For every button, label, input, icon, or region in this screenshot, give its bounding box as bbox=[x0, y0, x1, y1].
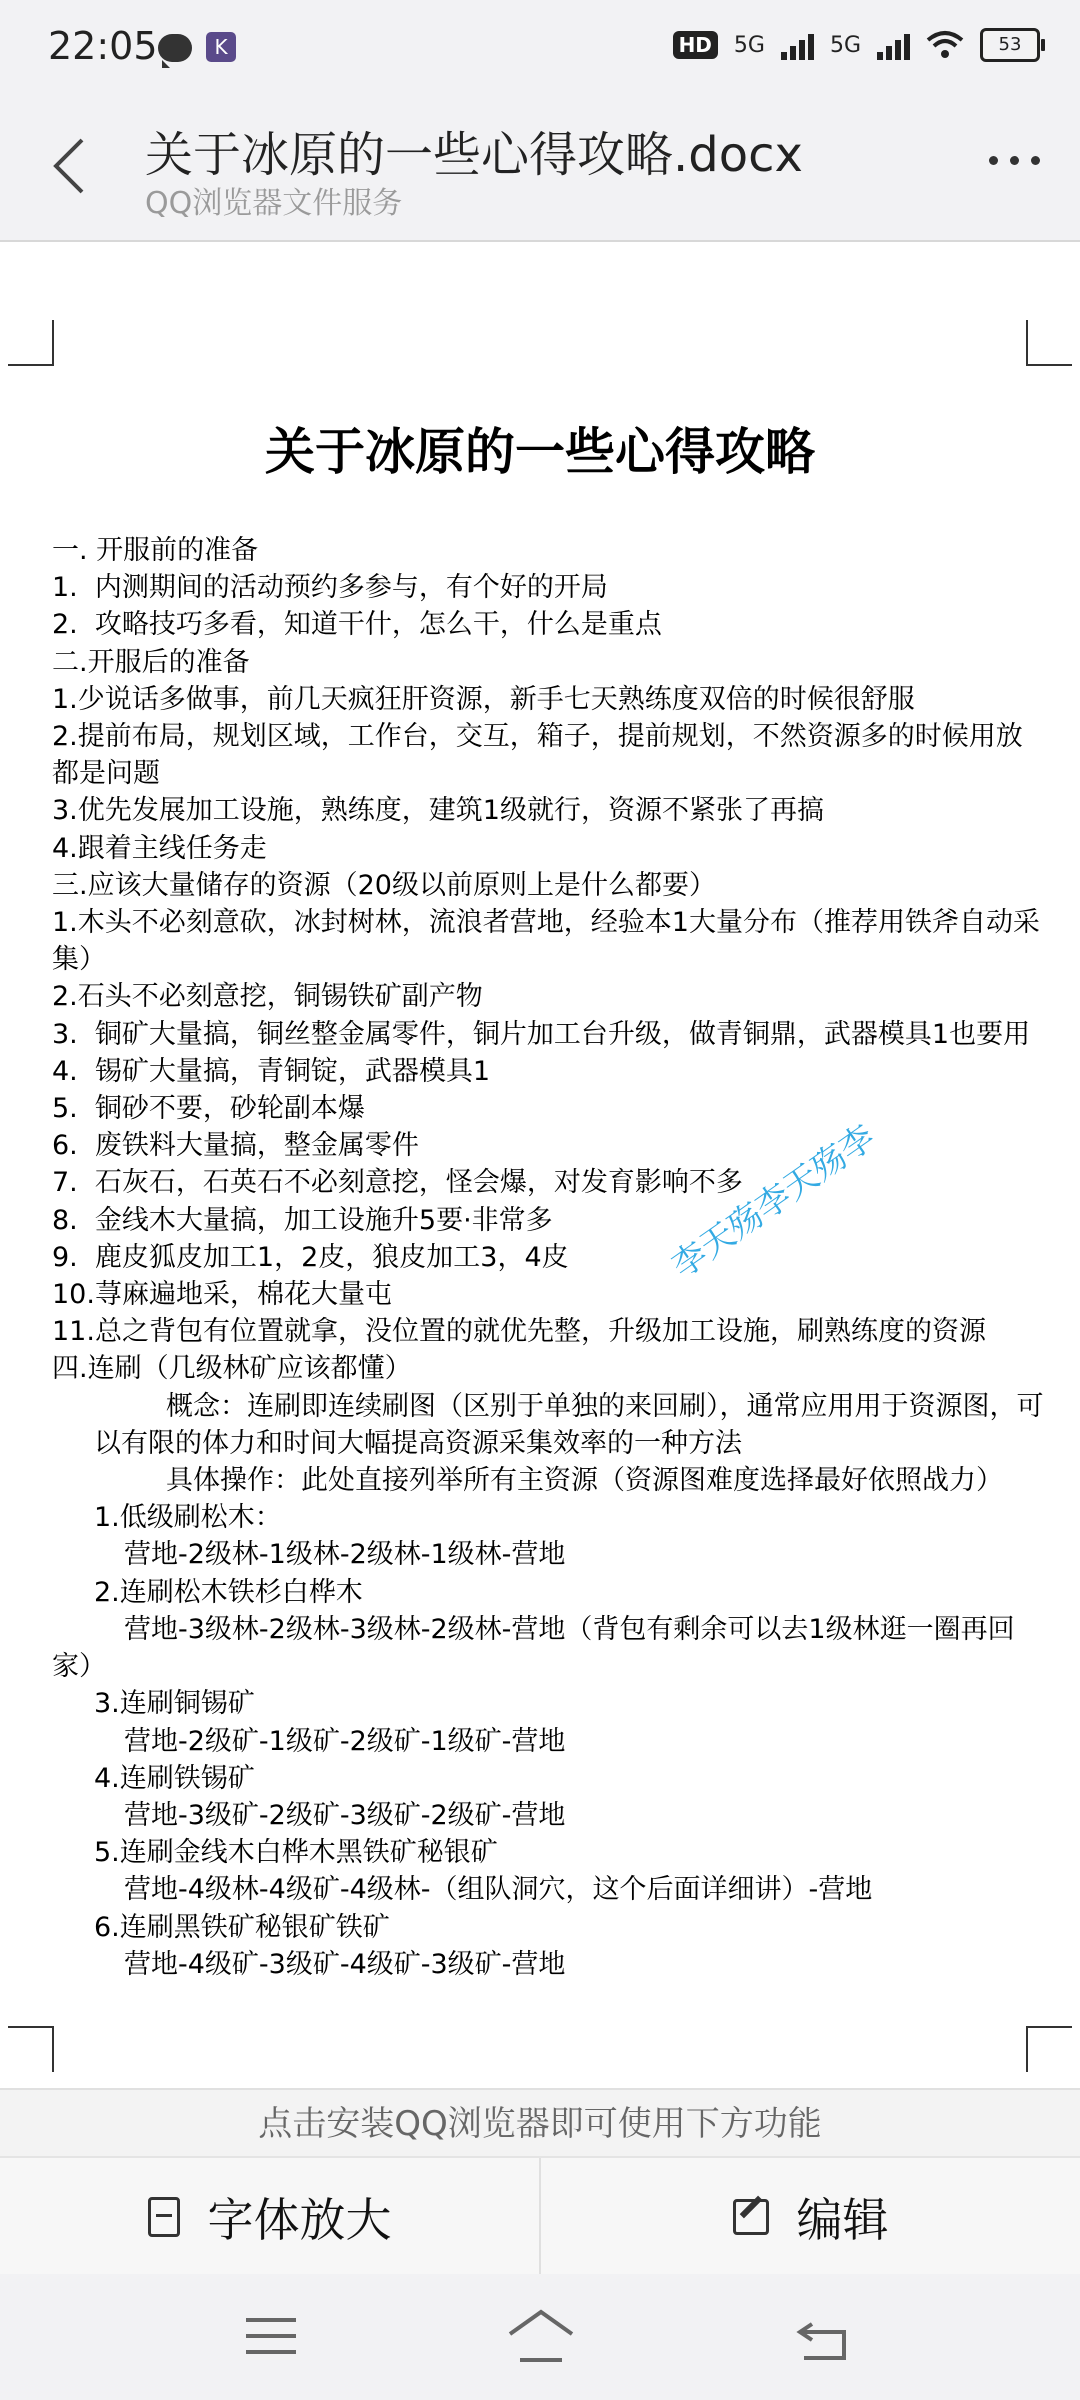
doc-line: 营地-2级矿-1级矿-2级矿-1级矿-营地 bbox=[124, 1725, 566, 1757]
font-size-icon bbox=[148, 2197, 180, 2237]
doc-line: 5.连刷金线木白桦木黑铁矿秘银矿 bbox=[94, 1837, 498, 1869]
doc-line: 10.荨麻遍地采，棉花大量屯 bbox=[52, 1279, 392, 1311]
page-corner-mark bbox=[8, 320, 54, 366]
page-corner-mark bbox=[8, 2026, 54, 2072]
doc-line: 4.跟着主线任务走 bbox=[52, 832, 267, 864]
status-time: 22:05 bbox=[48, 24, 158, 68]
doc-line: 概念：连刷即连续刷图（区别于单独的来回刷），通常应用用于资源图，可以有限的体力和时间大幅提高资源采集效率的一种方法 bbox=[94, 1390, 1044, 1459]
doc-line: 3. 铜矿大量搞，铜丝整金属零件，铜片加工台升级，做青铜鼎，武器模具1也要用 bbox=[52, 1018, 1031, 1050]
page-title: 关于冰原的一些心得攻略.docx bbox=[145, 127, 803, 183]
signal-icon bbox=[781, 30, 814, 60]
doc-line: 2. 攻略技巧多看，知道干什，怎么干，什么是重点 bbox=[52, 609, 662, 641]
doc-line: 5. 铜砂不要，砂轮副本爆 bbox=[52, 1093, 365, 1125]
net-label-1: 5G bbox=[733, 32, 765, 58]
document-body bbox=[52, 532, 1048, 1983]
page-corner-mark bbox=[1026, 320, 1072, 366]
doc-line: 1.木头不必刻意砍，冰封树林，流浪者营地，经验本1大量分布（推荐用铁斧自动采集） bbox=[52, 907, 1040, 976]
status-bar bbox=[0, 0, 1080, 96]
doc-line: 6.连刷黑铁矿秘银矿铁矿 bbox=[94, 1911, 390, 1943]
doc-line: 11.总之背包有位置就拿，没位置的就优先整，升级加工设施，刷熟练度的资源 bbox=[52, 1316, 986, 1348]
wifi-icon bbox=[926, 30, 964, 60]
doc-line: 2.连刷松木铁杉白桦木 bbox=[94, 1576, 363, 1608]
doc-line: 7. 石灰石，石英石不必刻意挖，怪会爆，对发育影响不多 bbox=[52, 1167, 743, 1199]
net-label-2: 5G bbox=[829, 32, 861, 58]
font-enlarge-button[interactable] bbox=[0, 2158, 539, 2276]
doc-line: 营地-3级矿-2级矿-3级矿-2级矿-营地 bbox=[124, 1799, 566, 1831]
more-dots-icon[interactable] bbox=[989, 156, 1040, 165]
watermark: 李天殇李天殇李 bbox=[664, 1117, 883, 1287]
doc-line: 二.开服后的准备 bbox=[52, 646, 250, 678]
menu-icon[interactable] bbox=[246, 2318, 296, 2366]
doc-line: 具体操作：此处直接列举所有主资源（资源图难度选择最好依照战力） bbox=[166, 1465, 1003, 1497]
app-icon: K bbox=[206, 32, 236, 62]
doc-line: 2.石头不必刻意挖，铜锡铁矿副产物 bbox=[52, 981, 483, 1013]
bottom-toolbar bbox=[0, 2156, 1080, 2276]
app-header bbox=[0, 96, 1080, 242]
doc-line: 1. 内测期间的活动预约多参与，有个好的开局 bbox=[52, 572, 608, 604]
document-view[interactable] bbox=[0, 242, 1080, 2090]
doc-line: 3.优先发展加工设施，熟练度，建筑1级就行，资源不紧张了再搞 bbox=[52, 795, 824, 827]
page-corner-mark bbox=[1026, 2026, 1072, 2072]
signal-icon-2 bbox=[877, 30, 910, 60]
doc-line: 三.应该大量储存的资源（20级以前原则上是什么都要） bbox=[52, 869, 716, 901]
doc-line: 4. 锡矿大量搞，青铜锭，武器模具1 bbox=[52, 1055, 491, 1087]
doc-line: 4.连刷铁锡矿 bbox=[94, 1762, 255, 1794]
doc-line: 2.提前布局，规划区域，工作台，交互，箱子，提前规划，不然资源多的时候用放都是问题 bbox=[52, 721, 1023, 790]
install-promo[interactable]: 点击安装QQ浏览器即可使用下方功能 bbox=[0, 2088, 1080, 2158]
chat-icon bbox=[158, 34, 192, 62]
doc-line: 营地-2级林-1级林-2级林-1级林-营地 bbox=[124, 1539, 566, 1571]
edit-label: 编辑 bbox=[796, 2193, 889, 2247]
home-icon[interactable] bbox=[506, 2308, 576, 2368]
doc-line: 9. 鹿皮狐皮加工1，2皮，狼皮加工3，4皮 bbox=[52, 1241, 569, 1273]
doc-line: 四.连刷（几级林矿应该都懂） bbox=[52, 1353, 412, 1385]
doc-line: 1.少说话多做事，前几天疯狂肝资源，新手七天熟练度双倍的时候很舒服 bbox=[52, 683, 915, 715]
doc-line: 3.连刷铜锡矿 bbox=[94, 1688, 255, 1720]
edit-button[interactable] bbox=[539, 2158, 1080, 2276]
document-title: 关于冰原的一些心得攻略 bbox=[265, 423, 815, 481]
doc-line: 6. 废铁料大量搞，整金属零件 bbox=[52, 1130, 419, 1162]
doc-line: 一. 开服前的准备 bbox=[52, 535, 259, 566]
status-right bbox=[673, 28, 1040, 62]
edit-icon bbox=[733, 2199, 769, 2235]
doc-line: 营地-4级矿-3级矿-4级矿-3级矿-营地 bbox=[124, 1948, 566, 1980]
hd-icon: HD bbox=[673, 31, 718, 59]
system-nav-bar bbox=[0, 2274, 1080, 2400]
page-subtitle: QQ浏览器文件服务 bbox=[145, 186, 403, 221]
doc-line: 营地-4级林-4级矿-4级林-（组队洞穴，这个后面详细讲）-营地 bbox=[124, 1874, 873, 1906]
back-chevron-icon[interactable] bbox=[50, 136, 90, 196]
nav-back-icon[interactable] bbox=[794, 2310, 850, 2366]
battery-icon: 53 bbox=[980, 28, 1040, 62]
doc-line: 1.低级刷松木： bbox=[94, 1502, 282, 1534]
doc-line: 营地-3级林-2级林-3级林-2级林-营地（背包有剩余可以去1级林逛一圈再回家） bbox=[52, 1613, 1015, 1683]
font-enlarge-label: 字体放大 bbox=[207, 2193, 392, 2247]
doc-line: 8. 金线木大量搞，加工设施升5要·非常多 bbox=[52, 1204, 553, 1236]
